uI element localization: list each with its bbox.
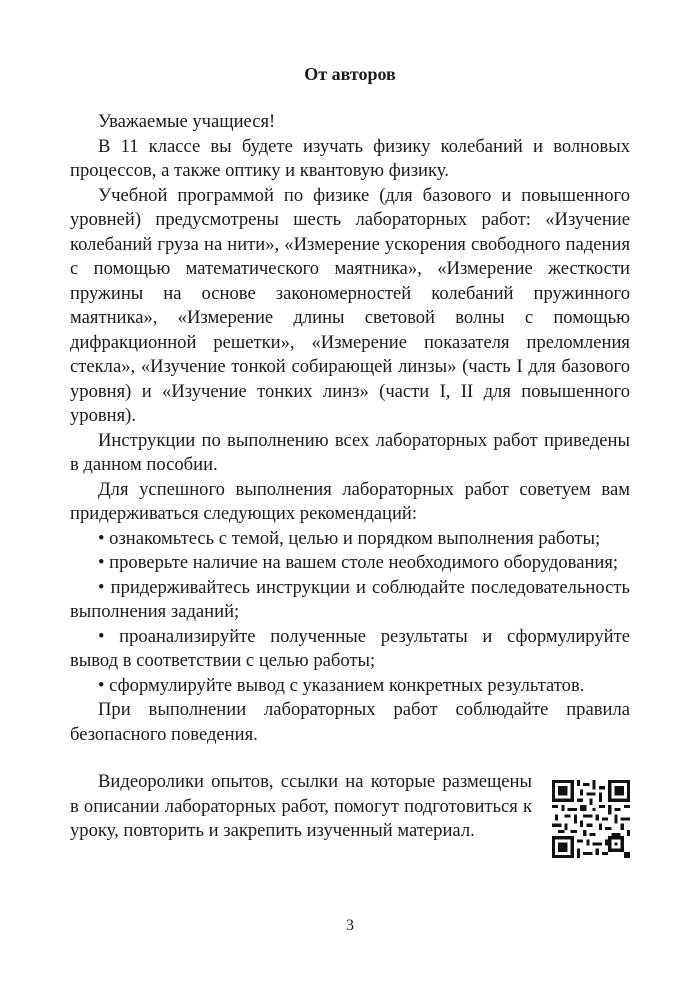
list-item-sequence: • придерживайтесь инструкции и соблюдайте последовательность выполнения заданий; xyxy=(70,576,630,622)
page-number: 3 xyxy=(346,917,354,934)
paragraph-safety: При выполнении лабораторных работ соблюдайте правила безопасного поведения. xyxy=(70,699,630,745)
list-item-conclusion: • сформулируйте вывод с указанием конкретных результатов. xyxy=(98,674,585,696)
page-content xyxy=(70,62,630,841)
video-note-text: Видеоролики опытов, ссылки на которые размещены в описании лабораторных работ, помогут подготовиться к уроку, повторить и закрепить изученный материал. xyxy=(70,771,532,841)
paragraph-recommendations: Для успешного выполнения лабораторных работ советуем вам придерживаться следующих рекомендаций: xyxy=(70,478,630,524)
video-note-block xyxy=(70,770,630,880)
paragraph-program: Учебной программой по физике (для базового и повышенного уровней) предусмотрены шесть лабораторных работ: «Изучение колебаний груза на нити», «Измерение ускорения свободного падения с помощью математического маятника», «Измерение жесткости пружины на основе закономерностей колебаний пружинного маятника», «Измерение длины световой волны с помощью дифракционной решетки», «Измерение показателя преломления стекла», «Изучение тонкой собирающей линзы» (часть I для базового уровня) и «Изучение тонких линз» (части I, II для повышенного уровня). xyxy=(70,184,630,426)
qr-code-icon[interactable] xyxy=(552,780,630,858)
paragraph-greeting: Уважаемые учащиеся! xyxy=(98,111,276,132)
paragraph-instructions: Инструкции по выполнению всех лабораторных работ приведены в данном пособии. xyxy=(70,429,630,475)
list-item-analyze: • проанализируйте полученные результаты и сформулируйте вывод в соответствии с целью работы; xyxy=(70,625,630,671)
page-title: От авторов xyxy=(304,64,396,84)
list-item-equipment: • проверьте наличие на вашем столе необходимого оборудования; xyxy=(98,552,619,573)
paragraph-intro: В 11 классе вы будете изучать физику колебаний и волновых процессов, а также оптику и квантовую физику. xyxy=(70,135,630,181)
list-item-theme: • ознакомьтесь с темой, целью и порядком выполнения работы; xyxy=(98,527,601,549)
